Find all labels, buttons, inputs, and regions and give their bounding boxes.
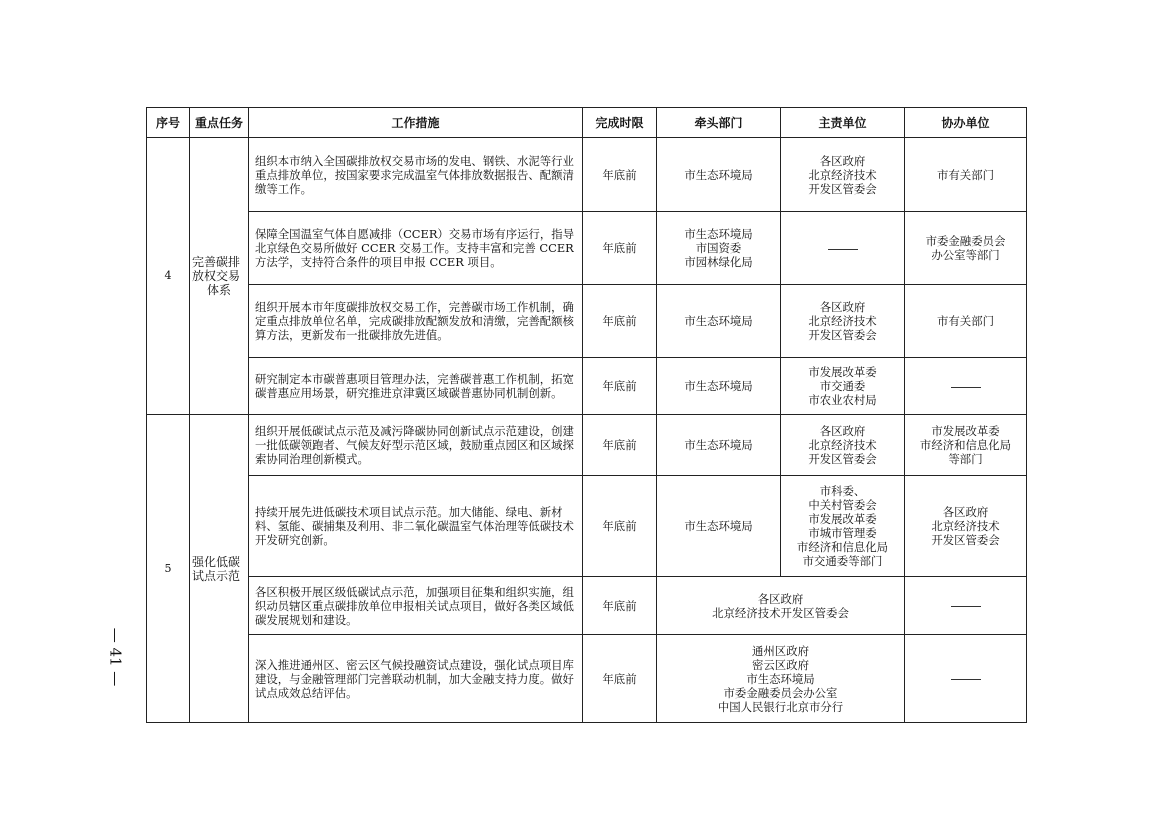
deadline-cell: 年底前	[583, 415, 657, 476]
lead-main-merged-cell	[657, 635, 905, 723]
cell-line	[909, 379, 1022, 393]
header-seq: 序号	[147, 108, 190, 138]
task-cell	[190, 415, 249, 723]
deadline-cell: 年底前	[583, 285, 657, 358]
cell-line: 北京经济技术	[808, 167, 877, 182]
cell-line: 市生态环境局	[684, 167, 753, 182]
cell-line: 北京经济技术	[808, 314, 877, 328]
cell-line: 北京经济技术	[931, 519, 1000, 533]
table-row	[147, 476, 1027, 577]
lead-cell	[657, 285, 781, 358]
cell-line: 市国资委	[695, 241, 742, 255]
cell-line: 市生态环境局	[684, 379, 753, 393]
measure-cell: 组织开展低碳试点示范及减污降碳协同创新试点示范建设，创建一批低碳领跑者、气候友好型示范区域，鼓励重点园区和区域探索协同治理创新模式。	[249, 415, 583, 476]
cell-line: 市交通委等部门	[802, 554, 883, 568]
measure-cell: 各区积极开展区级低碳试点示范，加强项目征集和组织实施，组织动员辖区重点碳排放单位申报相关试点项目，做好各类区域低碳发展规划和建设。	[249, 577, 583, 635]
cell-line: 试点示范	[192, 568, 241, 583]
cell-line: 市生态环境局	[684, 314, 753, 328]
assist-cell	[905, 212, 1027, 285]
cell-line: 放权交易	[192, 269, 241, 283]
task-cell	[190, 138, 249, 415]
measure-cell: 组织本市纳入全国碳排放权交易市场的发电、钢铁、水泥等行业重点排放单位，按国家要求完成温室气体排放数据报告、配额清缴等工作。	[249, 138, 583, 212]
cell-line: 各区政府	[819, 300, 866, 314]
assist-cell	[905, 138, 1027, 212]
dash-mark	[951, 606, 981, 607]
assist-cell	[905, 476, 1027, 577]
cell-line: 市经济和信息化局	[796, 540, 889, 554]
cell-line: 办公室等部门	[931, 248, 1000, 262]
table-row	[147, 358, 1027, 415]
cell-line: 市委金融委员会办公室	[723, 685, 838, 700]
assist-cell	[905, 415, 1027, 476]
cell-line: 完善碳排	[192, 255, 241, 269]
lead-cell	[657, 212, 781, 285]
main-cell	[781, 358, 905, 415]
cell-line: 等部门	[948, 452, 983, 466]
cell-line: 各区政府	[757, 591, 804, 606]
main-cell	[781, 285, 905, 358]
cell-line: 市发展改革委	[931, 424, 1000, 438]
cell-line: 开发区管委会	[808, 328, 877, 342]
cell-line: 市生态环境局	[684, 519, 753, 533]
deadline-cell: 年底前	[583, 212, 657, 285]
cell-line: 市发展改革委	[808, 365, 877, 379]
measure-cell: 持续开展先进低碳技术项目试点示范。加大储能、绿电、新材料、氢能、碳捕集及利用、非二氧化碳温室气体治理等低碳技术开发研究创新。	[249, 476, 583, 577]
table-row	[147, 635, 1027, 723]
measure-cell: 保障全国温室气体自愿减排（CCER）交易市场有序运行，指导北京绿色交易所做好 CCER 交易工作。支持丰富和完善 CCER 方法学，支持符合条件的项目申报 CCER 项目。	[249, 212, 583, 285]
page-number-text: — 41 —	[106, 627, 124, 687]
task-table	[146, 107, 1027, 723]
header-task: 重点任务	[190, 108, 249, 138]
lead-cell	[657, 476, 781, 577]
dash-mark	[828, 249, 858, 250]
deadline-cell: 年底前	[583, 138, 657, 212]
lead-main-merged-cell	[657, 577, 905, 635]
cell-line: 市发展改革委	[808, 512, 877, 526]
table-row	[147, 577, 1027, 635]
table-header-row	[147, 108, 1027, 138]
cell-line: 体系	[206, 283, 231, 297]
header-main: 主责单位	[781, 108, 905, 138]
dash-mark	[951, 679, 981, 680]
table-row	[147, 415, 1027, 476]
assist-cell	[905, 577, 1027, 635]
cell-line: 密云区政府	[752, 657, 809, 672]
cell-line	[909, 672, 1022, 686]
deadline-cell: 年底前	[583, 358, 657, 415]
cell-line	[909, 599, 1022, 613]
header-assist: 协办单位	[905, 108, 1027, 138]
measure-cell: 组织开展本市年度碳排放权交易工作，完善碳市场工作机制，确定重点排放单位名单，完成碳排放配额发放和清缴，完善配额核算方法，更新发布一批碳排放先进值。	[249, 285, 583, 358]
cell-line: 市委金融委员会	[925, 234, 1006, 248]
cell-line: 开发区管委会	[808, 181, 877, 196]
main-cell	[781, 138, 905, 212]
lead-cell	[657, 138, 781, 212]
cell-line	[785, 241, 900, 255]
table-body	[147, 138, 1027, 723]
main-cell	[781, 476, 905, 577]
table-row	[147, 138, 1027, 212]
cell-line: 市有关部门	[937, 314, 994, 328]
cell-line: 开发区管委会	[808, 452, 877, 466]
measure-cell: 研究制定本市碳普惠项目管理办法，完善碳普惠工作机制，拓宽碳普惠应用场景，研究推进京津冀区域碳普惠协同机制创新。	[249, 358, 583, 415]
cell-line: 各区政府	[819, 424, 866, 438]
assist-cell	[905, 358, 1027, 415]
main-cell	[781, 415, 905, 476]
assist-cell	[905, 285, 1027, 358]
table-row	[147, 285, 1027, 358]
deadline-cell: 年底前	[583, 635, 657, 723]
seq-cell: 5	[147, 415, 190, 723]
deadline-cell: 年底前	[583, 476, 657, 577]
assist-cell	[905, 635, 1027, 723]
cell-line: 通州区政府	[752, 643, 809, 658]
cell-line: 市有关部门	[937, 167, 994, 182]
deadline-cell: 年底前	[583, 577, 657, 635]
main-cell	[781, 212, 905, 285]
lead-cell	[657, 358, 781, 415]
cell-line: 市生态环境局	[684, 227, 753, 241]
cell-line: 市农业农村局	[808, 393, 877, 407]
cell-line: 市园林绿化局	[684, 255, 753, 269]
header-deadline: 完成时限	[583, 108, 657, 138]
cell-line: 中国人民银行北京市分行	[717, 699, 844, 714]
page-number	[104, 612, 126, 702]
measure-cell: 深入推进通州区、密云区气候投融资试点建设，强化试点项目库建设，与金融管理部门完善联动机制，加大金融支持力度。做好试点成效总结评估。	[249, 635, 583, 723]
dash-mark	[951, 387, 981, 388]
cell-line: 市交通委	[819, 379, 866, 393]
cell-line: 市生态环境局	[684, 438, 753, 452]
seq-cell: 4	[147, 138, 190, 415]
cell-line: 各区政府	[819, 153, 866, 168]
lead-cell	[657, 415, 781, 476]
cell-line: 各区政府	[942, 505, 989, 519]
cell-line: 市生态环境局	[746, 671, 815, 686]
cell-line: 北京经济技术开发区管委会	[712, 605, 849, 620]
cell-line: 市经济和信息化局	[919, 438, 1012, 452]
cell-line: 中关村管委会	[808, 498, 877, 512]
header-measure: 工作措施	[249, 108, 583, 138]
cell-line: 市科委、	[819, 484, 866, 498]
cell-line: 市城市管理委	[808, 526, 877, 540]
cell-line: 开发区管委会	[931, 533, 1000, 547]
header-lead: 牵头部门	[657, 108, 781, 138]
table-row	[147, 212, 1027, 285]
cell-line: 北京经济技术	[808, 438, 877, 452]
cell-line: 强化低碳	[192, 554, 241, 569]
